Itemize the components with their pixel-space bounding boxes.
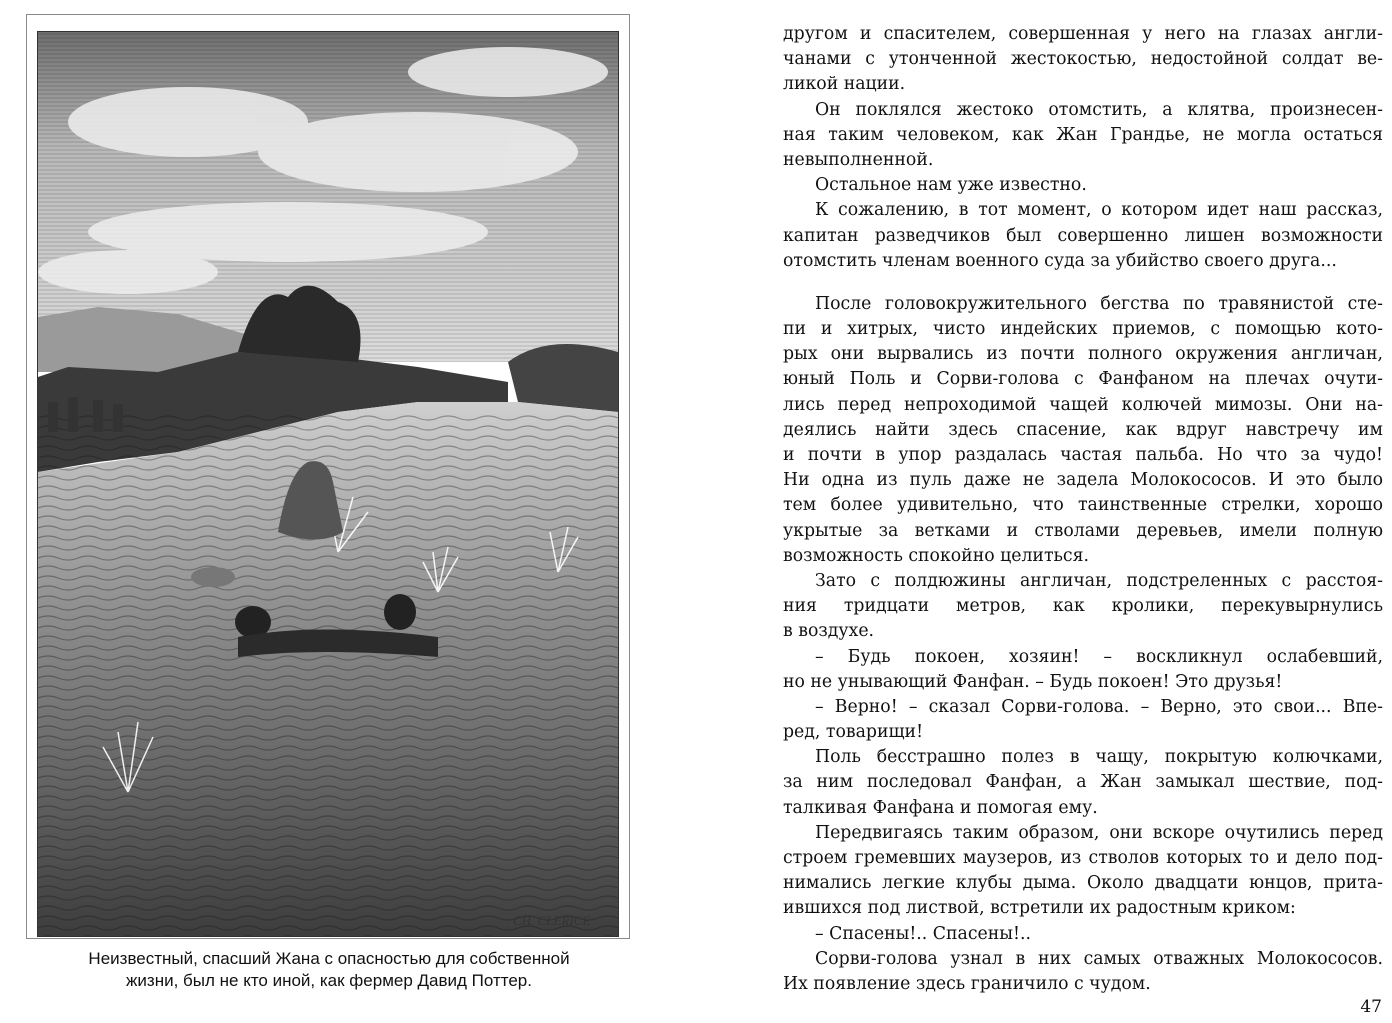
engraving-river-swimmers-icon [37, 31, 619, 937]
text-line: Ни одна из пуль даже не задела Молокососов. И это было [783, 470, 1383, 491]
text-line: нимались легкие клубы дыма. Около двадцати юнцов, прита- [783, 873, 1383, 894]
text-line: После головокружительного бегства по травянистой сте- [815, 293, 1383, 314]
text-line: Зато с полдюжины англичан, подстреленных с расстоя- [815, 570, 1383, 591]
text-line: возможность спокойно целиться. [783, 545, 1089, 566]
text-line: Их появление здесь граничило с чудом. [783, 973, 1151, 994]
text-line: К сожалению, в тот момент, о котором идет наш рассказ, [815, 200, 1383, 221]
text-line: Остальное нам уже известно. [815, 175, 1087, 196]
text-line: лись перед непроходимой чащей колючей мимозы. Они на- [783, 394, 1383, 415]
text-line: Он поклялся жестоко отомстить, а клятва, произнесен- [815, 99, 1383, 120]
text-line: деялись найти здесь спасение, как вдруг навстречу им [783, 419, 1383, 440]
text-line: пи и хитрых, чисто индейских приемов, с помощью кото- [783, 319, 1383, 340]
illustration-frame [26, 14, 630, 939]
text-line: в воздухе. [783, 621, 875, 642]
text-line: рых они вырвались из почти полного окружения англичан, [783, 344, 1383, 365]
artist-signature: CH. CLERICE [513, 913, 591, 928]
text-line: юный Поль и Сорви-голова с Фанфаном на плечах очути- [783, 369, 1383, 390]
text-line: Поль бесстрашно полез в чащу, покрытую колючками, [815, 747, 1383, 768]
text-line: – Верно! – сказал Сорви-голова. – Верно, это свои... Впе- [815, 696, 1383, 717]
text-line: и почти в упор раздалась частая пальба. Но что за чудо! [783, 445, 1383, 465]
body-text [783, 22, 1383, 997]
illustration-caption [40, 948, 618, 992]
text-line: отомстить членам военного суда за убийство своего друга... [783, 250, 1337, 271]
text-line: другом и спасителем, совершенная у него на глазах англи- [783, 24, 1383, 44]
text-line: чанами с утонченной жестокостью, недостойной солдат ве- [783, 49, 1383, 70]
text-line: – Спасены!.. Спасены!.. [815, 923, 1031, 944]
text-line: тем более удивительно, что таинственные стрелки, хорошо [783, 495, 1383, 516]
text-line: ред, товарищи! [783, 722, 924, 743]
text-line: невыполненной. [783, 149, 934, 170]
text-line: Передвигаясь таким образом, они вскоре очутились перед [815, 822, 1383, 843]
text-line: ная таким человеком, как Жан Грандье, не могла остаться [783, 124, 1383, 145]
text-line: талкивая Фанфана и помогая ему. [783, 797, 1098, 818]
text-line: строем гремевших маузеров, из стволов которых то и дело под- [783, 848, 1383, 868]
caption-line: Неизвестный, спасший Жана с опасностью для собственной [88, 949, 570, 968]
text-line: укрытые за ветками и стволами деревьев, имели полную [783, 520, 1383, 541]
text-line: ния тридцати метров, как кролики, перекувырнулись [783, 596, 1383, 617]
text-line: ликой нации. [783, 74, 906, 95]
text-line: Сорви-голова узнал в них самых отважных Молокососов. [815, 948, 1383, 969]
text-line: – Будь покоен, хозяин! – воскликнул ослабевший, [815, 646, 1383, 667]
page-number: 47 [1360, 997, 1382, 1017]
text-line: ившихся под листвой, встретили их радостным криком: [783, 898, 1296, 919]
text-line: за ним последовал Фанфан, а Жан замыкал шествие, под- [783, 772, 1383, 793]
text-line: капитан разведчиков был совершенно лишен возможности [783, 225, 1383, 246]
caption-line: жизни, был не кто иной, как фермер Давид Поттер. [126, 971, 532, 990]
text-line: но не унывающий Фанфан. – Будь покоен! Это друзья! [783, 671, 1283, 692]
